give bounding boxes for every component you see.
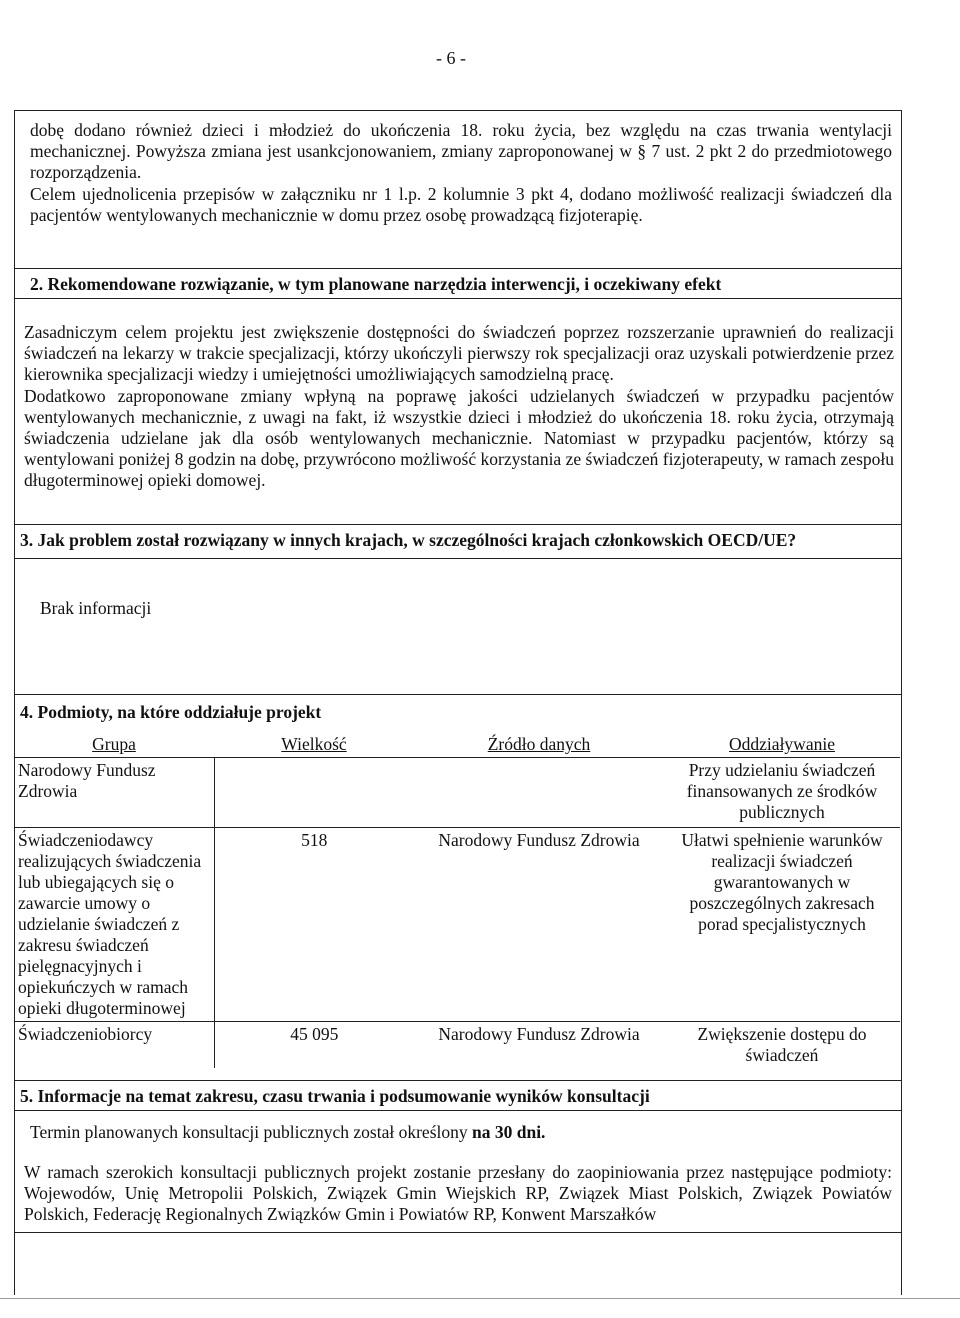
table-row bbox=[14, 1022, 900, 1069]
column-header-group: Grupa bbox=[92, 734, 136, 754]
intro-paragraph-1: dobę dodano również dzieci i młodzież do ukończenia 18. roku życia, bez względu na czas trwania wentylacji mechanicznej. Powyższa zmiana jest usankcjonowaniem, zmiany zaproponowanej w § 7 ust. 2 pkt 2 do przedmiotowego rozporządzenia. bbox=[30, 120, 892, 182]
section5-heading: 5. Informacje na temat zakresu, czasu trwania i podsumowanie wyników konsultacji bbox=[20, 1086, 650, 1106]
frame-top-rule bbox=[14, 110, 902, 111]
consultation-term-value: na 30 dni. bbox=[472, 1122, 546, 1142]
consultation-term-text: Termin planowanych konsultacji publicznych został określony bbox=[30, 1122, 468, 1142]
page-footer-rule bbox=[0, 1298, 960, 1299]
table-cell-group: Świadczeniobiorcy bbox=[14, 1022, 214, 1069]
table-row bbox=[14, 828, 900, 1022]
section5-paragraph: W ramach szerokich konsultacji publicznych projekt zostanie przesłany do zaopiniowania przez następujące podmioty: Wojewodów, Unię Metropolii Polskich, Związek Gmin Wiejskich RP, Związek Miast Polskich, Związek Powiatów Polskich, Federację Regionalnych Związków Gmin i Powiatów RP, Konwent Marszałków bbox=[24, 1162, 892, 1224]
section5-heading-rule bbox=[14, 1110, 902, 1111]
section2-heading-rule bbox=[14, 298, 902, 299]
table-cell-impact: Ułatwi spełnienie warunków realizacji świadczeń gwarantowanych w poszczególnych zakresach porad specjalistycznych bbox=[664, 828, 900, 1022]
table-cell-group: Narodowy Fundusz Zdrowia bbox=[14, 758, 214, 828]
section3-body: Brak informacji bbox=[40, 598, 152, 618]
column-header-size: Wielkość bbox=[281, 734, 347, 754]
table-cell-group: Świadczeniodawcy realizujących świadczenia lub ubiegających się o zawarcie umowy o udzielanie świadczeń z zakresu świadczeń pielęgnacyjnych i opiekuńczych w ramach opieki długoterminowej bbox=[14, 828, 214, 1022]
column-header-source: Źródło danych bbox=[487, 734, 591, 754]
section3-top-rule bbox=[14, 524, 902, 525]
section5-top-rule bbox=[14, 1080, 902, 1081]
section3-heading: 3. Jak problem został rozwiązany w innych krajach, w szczególności krajach członkowskich OECD/UE? bbox=[20, 530, 797, 550]
table-header-row bbox=[14, 732, 900, 758]
table-cell-size: 518 bbox=[214, 828, 414, 1022]
section4-top-rule bbox=[14, 694, 902, 695]
consultation-term bbox=[30, 1122, 890, 1143]
section3-heading-rule bbox=[14, 558, 902, 559]
table-cell-source: Narodowy Fundusz Zdrowia bbox=[414, 1022, 664, 1069]
section2-paragraph-1: Zasadniczym celem projektu jest zwiększenie dostępności do świadczeń poprzez rozszerzanie uprawnień do realizacji świadczeń na lekarzy w trakcie specjalizacji, którzy ukończyli pierwszy rok specjalizacji oraz uzyskali potwierdzenie przez kierownika specjalizacji wiedzy i umiejętności umożliwiających samodzielną pracę. bbox=[24, 322, 894, 384]
stakeholders-table bbox=[14, 732, 900, 1068]
intro-paragraph-2: Celem ujednolicenia przepisów w załączniku nr 1 l.p. 2 kolumnie 3 pkt 4, dodano możliwość realizacji świadczeń dla pacjentów wentylowanych mechanicznie w domu przez osobę prowadzącą fizjoterapię. bbox=[30, 184, 892, 225]
section2-top-rule bbox=[14, 268, 902, 269]
section2-paragraph-2: Dodatkowo zaproponowane zmiany wpłyną na poprawę jakości udzielanych świadczeń w przypadku pacjentów wentylowanych mechanicznie, z uwagi na fakt, iż wszystkie dzieci i młodzież do ukończenia 18. roku życia, otrzymają świadczenia udzielane jak dla osób wentylowanych mechanicznie. Natomiast w przypadku pacjentów, którzy są wentylowani poniżej 8 godzin na dobę, przywrócono możliwość korzystania ze świadczeń fizjoterapeuty, w ramach zespołu długoterminowej opieki domowej. bbox=[24, 386, 894, 490]
table-cell-impact: Zwiększenie dostępu do świadczeń bbox=[664, 1022, 900, 1069]
table-cell-source bbox=[414, 758, 664, 828]
section4-heading: 4. Podmioty, na które oddziałuje projekt bbox=[20, 702, 322, 722]
table-row bbox=[14, 758, 900, 828]
page-number: - 6 - bbox=[436, 48, 466, 68]
table-cell-size: 45 095 bbox=[214, 1022, 414, 1069]
section2-heading: 2. Rekomendowane rozwiązanie, w tym planowane narzędzia interwencji, i oczekiwany efekt bbox=[30, 274, 722, 294]
frame-bottom-rule bbox=[14, 1232, 902, 1233]
table-cell-impact: Przy udzielaniu świadczeń finansowanych ze środków publicznych bbox=[664, 758, 900, 828]
table-cell-size bbox=[214, 758, 414, 828]
table-cell-source: Narodowy Fundusz Zdrowia bbox=[414, 828, 664, 1022]
column-header-impact: Oddziaływanie bbox=[729, 734, 835, 754]
